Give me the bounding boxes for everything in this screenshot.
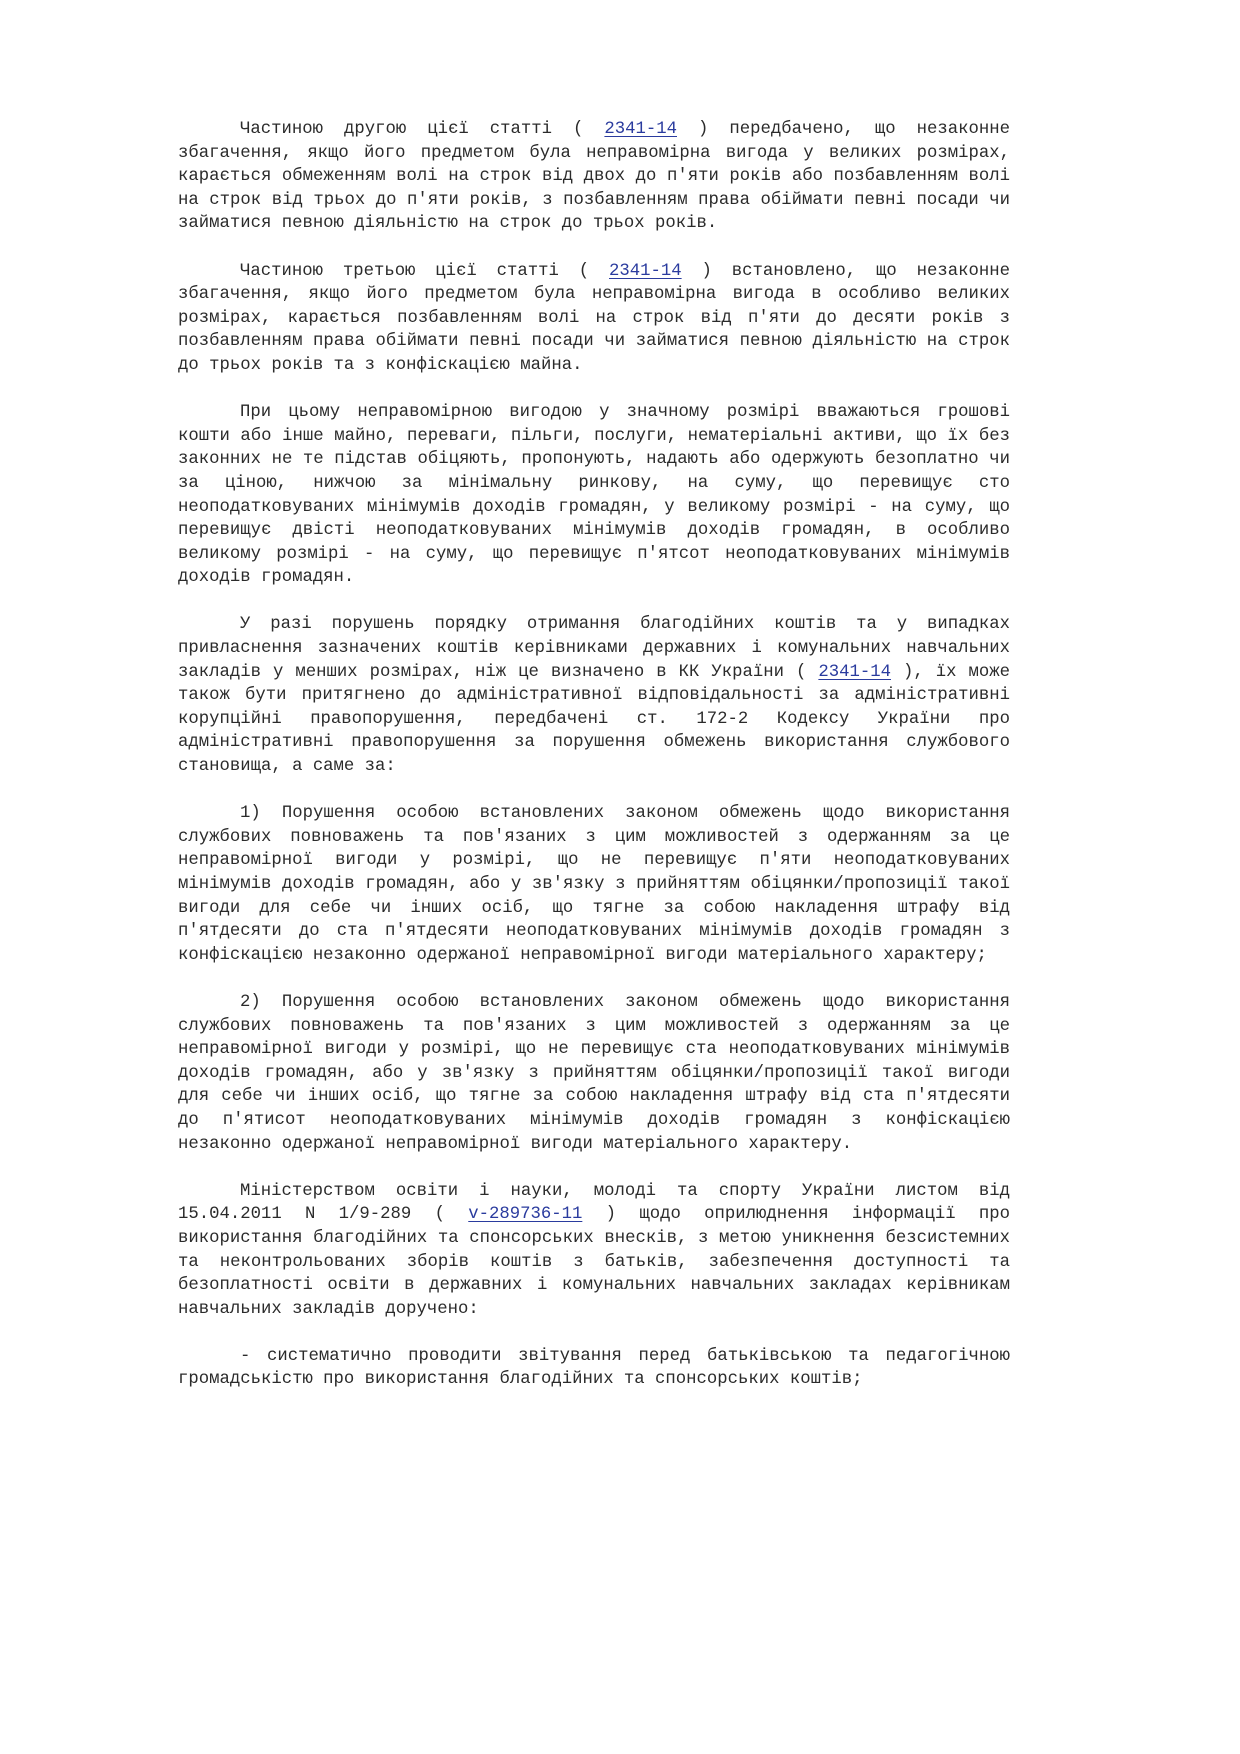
- paragraph-8: [178, 1345, 1010, 1392]
- law-link-2341-14[interactable]: 2341-14: [604, 120, 677, 139]
- paragraph-text: ), їх може також бути притягнено до адміністративної відповідальності за адміністративні корупційні правопорушення, передбачені ст. 172-2 Кодексу України про адміністративні правопорушення за порушення обмежень використання службового становища, а саме за:: [178, 662, 1010, 777]
- paragraph-text: Частиною третьою цієї статті (: [240, 261, 610, 281]
- paragraph-text: У разі порушень порядку отримання благодійних коштів та у випадках привласнення зазначених коштів керівниками державних і комунальних навчальних закладів у менших розмірах, ніж це визначено в КК України (: [178, 615, 1010, 682]
- letter-link-v-289736-11[interactable]: v-289736-11: [468, 1205, 583, 1225]
- paragraph-text: Частиною другою цієї статті (: [240, 120, 605, 139]
- paragraph-6: [178, 991, 1010, 1156]
- paragraph-text: ) встановлено, що незаконне збагачення, якщо його предметом була неправомірна вигода в особливо великих розмірах, карається позбавленням волі на строк від п'яти до десяти років з позбавленням права обіймати певні посади чи займатися певною діяльністю на строк до трьох років та з конфіскацією майна.: [178, 261, 1011, 375]
- law-link-2341-14[interactable]: 2341-14: [818, 662, 891, 682]
- paragraph-4: [178, 613, 1010, 778]
- paragraph-text: ) щодо оприлюднення інформації про використання благодійних та спонсорських внесків, з метою уникнення безсистемних та неконтрольованих зборів коштів з батьків, забезпечення доступності та безоплатності освіти в державних і комунальних навчальних закладах керівникам навчальних закладів доручено:: [178, 1205, 1010, 1319]
- paragraph-text: ) передбачено, що незаконне збагачення, якщо його предметом була неправомірна вигода у великих розмірах, карається обмеженням волі на строк від двох до п'яти років або позбавленням волі на строк від трьох до п'яти років, з позбавленням права обіймати певні посади чи займатися певною діяльністю на строк до трьох років.: [178, 120, 1010, 234]
- document-page: [178, 118, 1010, 1416]
- paragraph-7: [178, 1180, 1010, 1322]
- paragraph-2: [178, 260, 1010, 378]
- paragraph-text: - систематично проводити звітування перед батьківською та педагогічною громадськістю про використання благодійних та спонсорських коштів;: [178, 1346, 1010, 1390]
- paragraph-1: [178, 118, 1010, 236]
- paragraph-text: Міністерством освіти і науки, молоді та спорту України листом від 15.04.2011 N 1/9-289 (: [178, 1181, 1010, 1225]
- paragraph-3: [178, 401, 1010, 590]
- paragraph-text: При цьому неправомірною вигодою у значному розмірі вважаються грошові кошти або інше майно, переваги, пільги, послуги, нематеріальні активи, що їх без законних не те підстав обіцяють, пропонують, надають або одержують безоплатно чи за ціною, нижчою за мінімальну ринкову, на суму, що перевищує сто неоподатковуваних мінімумів доходів громадян, у великому розмірі - на суму, що перевищує двісті неоподатковуваних мінімумів доходів громадян, в особливо великому розмірі - на суму, що перевищує п'ятсот неоподатковуваних мінімумів доходів громадян.: [178, 403, 1010, 588]
- paragraph-text: 1) Порушення особою встановлених законом обмежень щодо використання службових повноважень та пов'язаних з цим можливостей з одержанням за це неправомірної вигоди у розмірі, що не перевищує п'яти неоподатковуваних мінімумів доходів громадян, або у зв'язку з прийняттям обіцянки/пропозиції такої вигоди для себе чи інших осіб, що тягне за собою накладення штрафу від п'ятдесяти до ста п'ятдесяти неоподатковуваних мінімумів доходів громадян з конфіскацією незаконно одержаної неправомірної вигоди матеріального характеру;: [178, 804, 1010, 965]
- law-link-2341-14[interactable]: 2341-14: [609, 261, 682, 281]
- paragraph-text: 2) Порушення особою встановлених законом обмежень щодо використання службових повноважень та пов'язаних з цим можливостей з одержанням за це неправомірної вигоди у розмірі, що не перевищує ста неоподатковуваних мінімумів доходів громадян, або у зв'язку з прийняттям обіцянки/пропозиції такої вигоди для себе чи інших осіб, що тягне за собою накладення штрафу від ста п'ятдесяти до п'ятисот неоподатковуваних мінімумів доходів громадян з конфіскацією незаконно одержаної неправомірної вигоди матеріального характеру.: [178, 992, 1010, 1154]
- paragraph-5: [178, 802, 1010, 967]
